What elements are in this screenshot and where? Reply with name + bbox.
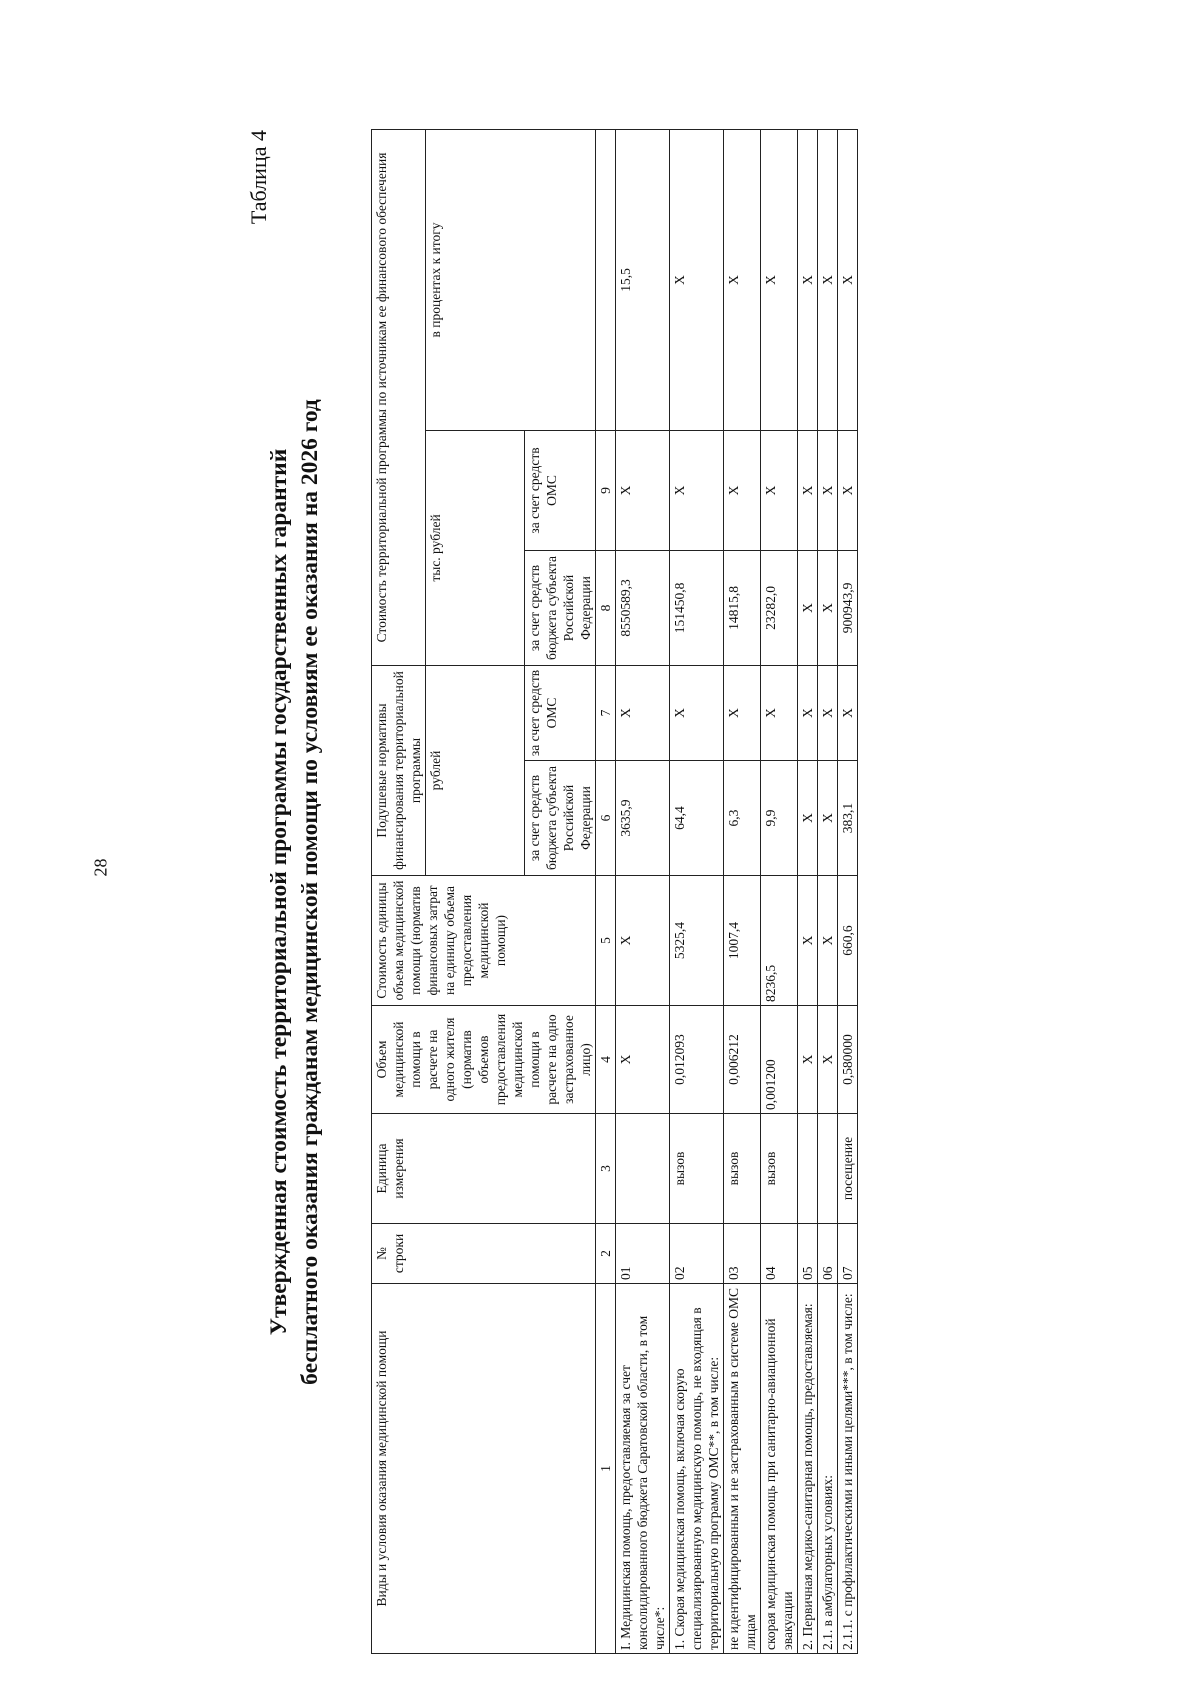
row-unit xyxy=(798,1114,818,1224)
row-unit: посещение xyxy=(838,1114,858,1224)
column-number: 5 xyxy=(596,876,616,1006)
header-rubles: рублей xyxy=(426,665,525,875)
header-percent: в процентах к итогу xyxy=(426,129,596,430)
row-code: 02 xyxy=(670,1224,724,1284)
header-row-1 xyxy=(372,129,426,1653)
column-number xyxy=(596,129,616,430)
row-tot-oms: X xyxy=(761,430,798,550)
header-thousand-rubles: тыс. рублей xyxy=(426,430,525,665)
row-name: 2.1. в амбулаторных условиях: xyxy=(818,1284,838,1654)
row-percent: X xyxy=(838,129,858,430)
row-tot-oms: X xyxy=(798,430,818,550)
row-volume: 0,012093 xyxy=(670,1006,724,1114)
row-percent: X xyxy=(761,129,798,430)
row-pc-oms: X xyxy=(616,665,670,760)
row-tot-oms: X xyxy=(818,430,838,550)
row-unit: вызов xyxy=(670,1114,724,1224)
row-tot-budget: 900943,9 xyxy=(838,550,858,665)
row-volume: 0,001200 xyxy=(761,1006,798,1114)
row-name: скорая медицинская помощь при санитарно-авиационной эвакуации xyxy=(761,1284,798,1654)
row-volume: X xyxy=(798,1006,818,1114)
row-cost: X xyxy=(798,876,818,1006)
column-number: 2 xyxy=(596,1224,616,1284)
row-pc-oms: X xyxy=(724,665,761,760)
row-cost: X xyxy=(616,876,670,1006)
row-pc-budget: 6,3 xyxy=(724,761,761,876)
column-number: 8 xyxy=(596,550,616,665)
row-tot-oms: X xyxy=(670,430,724,550)
row-unit: вызов xyxy=(761,1114,798,1224)
row-name: не идентифицированным и не застрахованным в системе ОМС лицам xyxy=(724,1284,761,1654)
row-tot-budget: X xyxy=(818,550,838,665)
row-pc-oms: X xyxy=(761,665,798,760)
table-row xyxy=(670,129,724,1653)
row-tot-oms: X xyxy=(724,430,761,550)
row-name: 1. Скорая медицинская помощь, включая скорую специализированную медицинскую помощь, не входящая в территориальную программу ОМС**, в том числе: xyxy=(670,1284,724,1654)
row-name: I. Медицинская помощь, предоставляемая за счет консолидированного бюджета Саратовской области, в том числе*: xyxy=(616,1284,670,1654)
table-row xyxy=(724,129,761,1653)
cost-table xyxy=(371,129,858,1654)
header-pc-oms: за счет средств ОМС xyxy=(525,665,596,760)
column-number: 1 xyxy=(596,1284,616,1654)
row-code: 01 xyxy=(616,1224,670,1284)
header-row-number: № строки xyxy=(372,1224,596,1284)
row-code: 04 xyxy=(761,1224,798,1284)
row-pc-oms: X xyxy=(670,665,724,760)
column-number: 6 xyxy=(596,761,616,876)
header-tot-oms: за счет средств ОМС xyxy=(525,430,596,550)
row-cost: 5325,4 xyxy=(670,876,724,1006)
row-percent: X xyxy=(670,129,724,430)
row-cost: 660,6 xyxy=(838,876,858,1006)
rotated-page-content xyxy=(246,130,1106,1654)
row-cost: X xyxy=(818,876,838,1006)
row-code: 03 xyxy=(724,1224,761,1284)
row-pc-oms: X xyxy=(818,665,838,760)
row-pc-budget: X xyxy=(818,761,838,876)
column-number: 9 xyxy=(596,430,616,550)
title-line-1: Утвержденная стоимость территориальной программы государственных гарантий xyxy=(266,448,292,1336)
header-per-capita: Подушевые нормативы финансирования территориальной программы xyxy=(372,665,426,875)
row-pc-budget: 3635,9 xyxy=(616,761,670,876)
row-pc-oms: X xyxy=(838,665,858,760)
row-unit: вызов xyxy=(724,1114,761,1224)
header-tot-budget: за счет средств бюджета субъекта Российской Федерации xyxy=(525,550,596,665)
table-row xyxy=(616,129,670,1653)
table-row xyxy=(818,129,838,1653)
header-program-cost: Стоимость территориальной программы по источникам ее финансового обеспечения xyxy=(372,129,426,665)
row-tot-oms: X xyxy=(838,430,858,550)
row-code: 06 xyxy=(818,1224,838,1284)
header-pc-budget: за счет средств бюджета субъекта Российской Федерации xyxy=(525,761,596,876)
header-volume: Объем медицинской помощи в расчете на одного жителя (норматив объемов предоставления медицинской помощи в расчете на одно застрахованное лицо) xyxy=(372,1006,596,1114)
row-tot-budget: 14815,8 xyxy=(724,550,761,665)
row-name: 2.1.1. с профилактическими и иными целями***, в том числе: xyxy=(838,1284,858,1654)
column-number: 4 xyxy=(596,1006,616,1114)
header-unit-cost: Стоимость единицы объема медицинской помощи (норматив финансовых затрат на единицу объема предоставления медицинской помощи) xyxy=(372,876,596,1006)
row-volume: 0,580000 xyxy=(838,1006,858,1114)
table-row xyxy=(838,129,858,1653)
title-line-2: бесплатного оказания гражданам медицинской помощи по условиям ее оказания на 2026 год xyxy=(297,399,323,1385)
row-percent: X xyxy=(798,129,818,430)
row-code: 07 xyxy=(838,1224,858,1284)
row-volume: 0,006212 xyxy=(724,1006,761,1114)
row-tot-oms: X xyxy=(616,430,670,550)
row-pc-budget: 64,4 xyxy=(670,761,724,876)
table-label: Таблица 4 xyxy=(246,130,271,225)
row-unit xyxy=(818,1114,838,1224)
row-unit xyxy=(616,1114,670,1224)
row-tot-budget: 151450,8 xyxy=(670,550,724,665)
row-code: 05 xyxy=(798,1224,818,1284)
header-kinds: Виды и условия оказания медицинской помощи xyxy=(372,1284,596,1654)
table-row xyxy=(761,129,798,1653)
row-pc-budget: 383,1 xyxy=(838,761,858,876)
column-number: 7 xyxy=(596,665,616,760)
page-number: 28 xyxy=(90,858,111,877)
row-tot-budget: X xyxy=(798,550,818,665)
document-title xyxy=(264,130,326,1654)
row-tot-budget: 23282,0 xyxy=(761,550,798,665)
table-row xyxy=(798,129,818,1653)
row-percent: 15,5 xyxy=(616,129,670,430)
row-volume: X xyxy=(818,1006,838,1114)
row-cost: 8236,5 xyxy=(761,876,798,1006)
column-numbers-row xyxy=(596,129,616,1653)
row-percent: X xyxy=(724,129,761,430)
row-pc-oms: X xyxy=(798,665,818,760)
row-pc-budget: 9,9 xyxy=(761,761,798,876)
row-pc-budget: X xyxy=(798,761,818,876)
row-cost: 1007,4 xyxy=(724,876,761,1006)
row-volume: X xyxy=(616,1006,670,1114)
row-percent: X xyxy=(818,129,838,430)
header-unit: Единица измерения xyxy=(372,1114,596,1224)
row-name: 2. Первичная медико-санитарная помощь, предоставляемая: xyxy=(798,1284,818,1654)
column-number: 3 xyxy=(596,1114,616,1224)
row-tot-budget: 8550589,3 xyxy=(616,550,670,665)
